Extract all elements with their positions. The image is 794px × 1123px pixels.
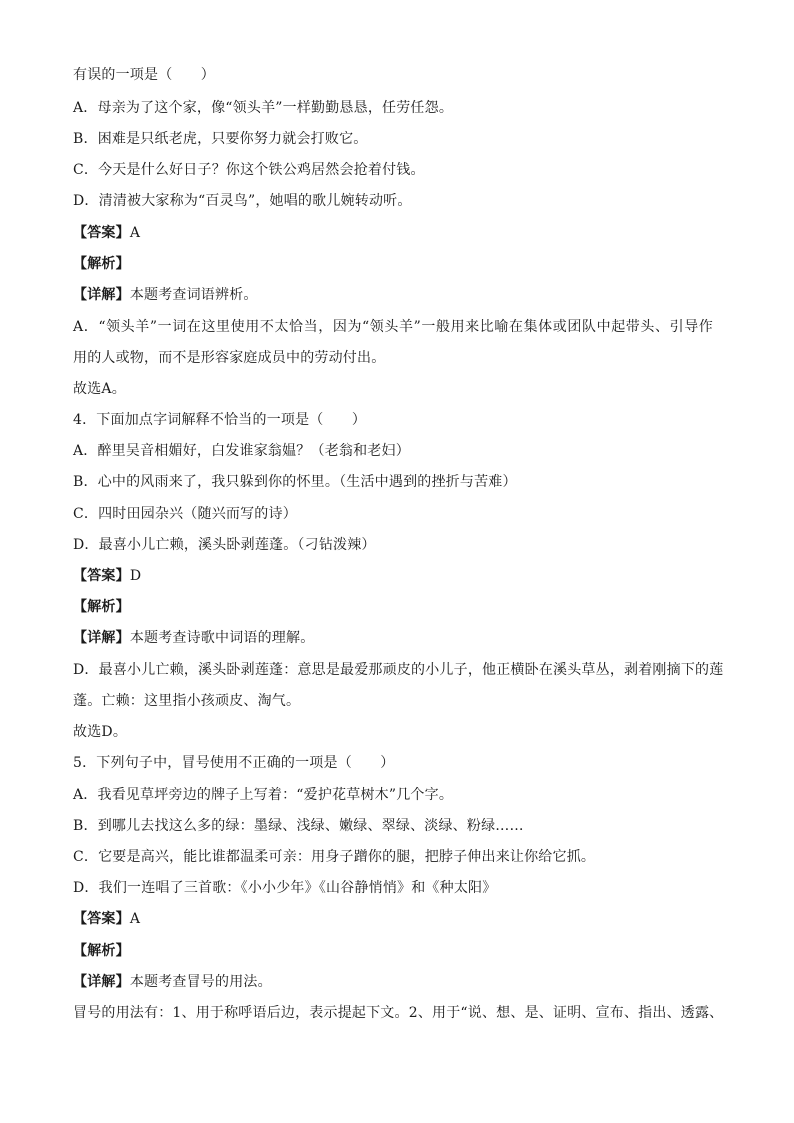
answer-label: 【答案】 [73,225,130,241]
q4-explanation-line-1: D．最喜小儿亡赖，溪头卧剥莲蓬：意思是最爱那顽皮的小儿子，他正横卧在溪头草丛，剥着刚摘下的莲 [73,662,724,678]
q4-answer [73,567,141,585]
detail-label: 【详解】 [73,974,130,990]
detail-text: 本题考查冒号的用法。 [129,974,272,990]
answer-value: D [129,568,142,584]
q5-option-c: C．它要是高兴，能比谁都温柔可亲：用身子蹭你的腿，把脖子伸出来让你给它抓。 [73,849,596,865]
q3-answer [73,224,140,242]
answer-label: 【答案】 [73,568,130,584]
detail-text: 本题考查词语辨析。 [129,287,258,303]
q5-stem: 5．下列句子中，冒号使用不正确的一项是（ ） [73,755,395,771]
detail-label: 【详解】 [73,287,130,303]
detail-text: 本题考查诗歌中词语的理解。 [129,630,315,646]
q4-analysis-label: 【解析】 [73,599,130,615]
detail-label: 【详解】 [73,630,130,646]
q5-option-a: A．我看见草坪旁边的牌子上写着：“爱护花草树木”几个字。 [73,787,454,803]
q4-stem: 4．下面加点字词解释不恰当的一项是（ ） [73,412,367,428]
q3-option-b: B．困难是只纸老虎，只要你努力就会打败它。 [73,131,368,147]
q3-stem-tail: 有误的一项是（ ） [73,67,215,83]
answer-label: 【答案】 [73,911,130,927]
q4-option-a: A．醉里吴音相媚好，白发谁家翁媪？（老翁和老妇） [73,443,410,459]
q5-explanation-line-1: 冒号的用法有：1、用于称呼语后边，表示提起下文。2、用于“说、想、是、证明、宣布、指出、透露、 [73,1005,724,1021]
q5-option-d: D．我们一连唱了三首歌：《小小少年》《山谷静悄悄》和《种太阳》 [73,880,497,896]
q5-detail [73,973,272,991]
q3-conclusion: 故选A。 [73,381,126,397]
q5-answer [73,910,140,928]
answer-value: A [129,911,141,927]
q4-conclusion: 故选D。 [73,724,128,740]
q3-detail [73,286,258,304]
q4-option-d: D．最喜小儿亡赖，溪头卧剥莲蓬。（刁钻泼辣） [73,537,376,553]
q5-analysis-label: 【解析】 [73,943,130,959]
answer-value: A [129,225,141,241]
q3-option-c: C．今天是什么好日子？你这个铁公鸡居然会抢着付钱。 [73,162,425,178]
q4-option-b: B．心中的风雨来了，我只躲到你的怀里。（生活中遇到的挫折与苦难） [73,474,517,490]
q3-analysis-label: 【解析】 [73,256,130,272]
q3-option-a: A．母亲为了这个家，像“领头羊”一样勤勤恳恳，任劳任怨。 [73,100,454,116]
q3-explanation-line-2: 用的人或物，而不是形容家庭成员中的劳动付出。 [73,350,386,366]
q4-explanation-line-2: 蓬。亡赖：这里指小孩顽皮、淘气。 [73,693,301,709]
q3-explanation-line-1: A．“领头羊”一词在这里使用不太恰当，因为“领头羊”一般用来比喻在集体或团队中起带头、引导作 [73,319,713,335]
q5-option-b: B．到哪儿去找这么多的绿：墨绿、浅绿、嫩绿、翠绿、淡绿、粉绿…… [73,818,524,834]
q4-detail [73,629,314,647]
q3-option-d: D．清清被大家称为“百灵鸟”，她唱的歌儿婉转动听。 [73,193,412,209]
q4-option-c: C．四时田园杂兴（随兴而写的诗） [73,506,297,522]
